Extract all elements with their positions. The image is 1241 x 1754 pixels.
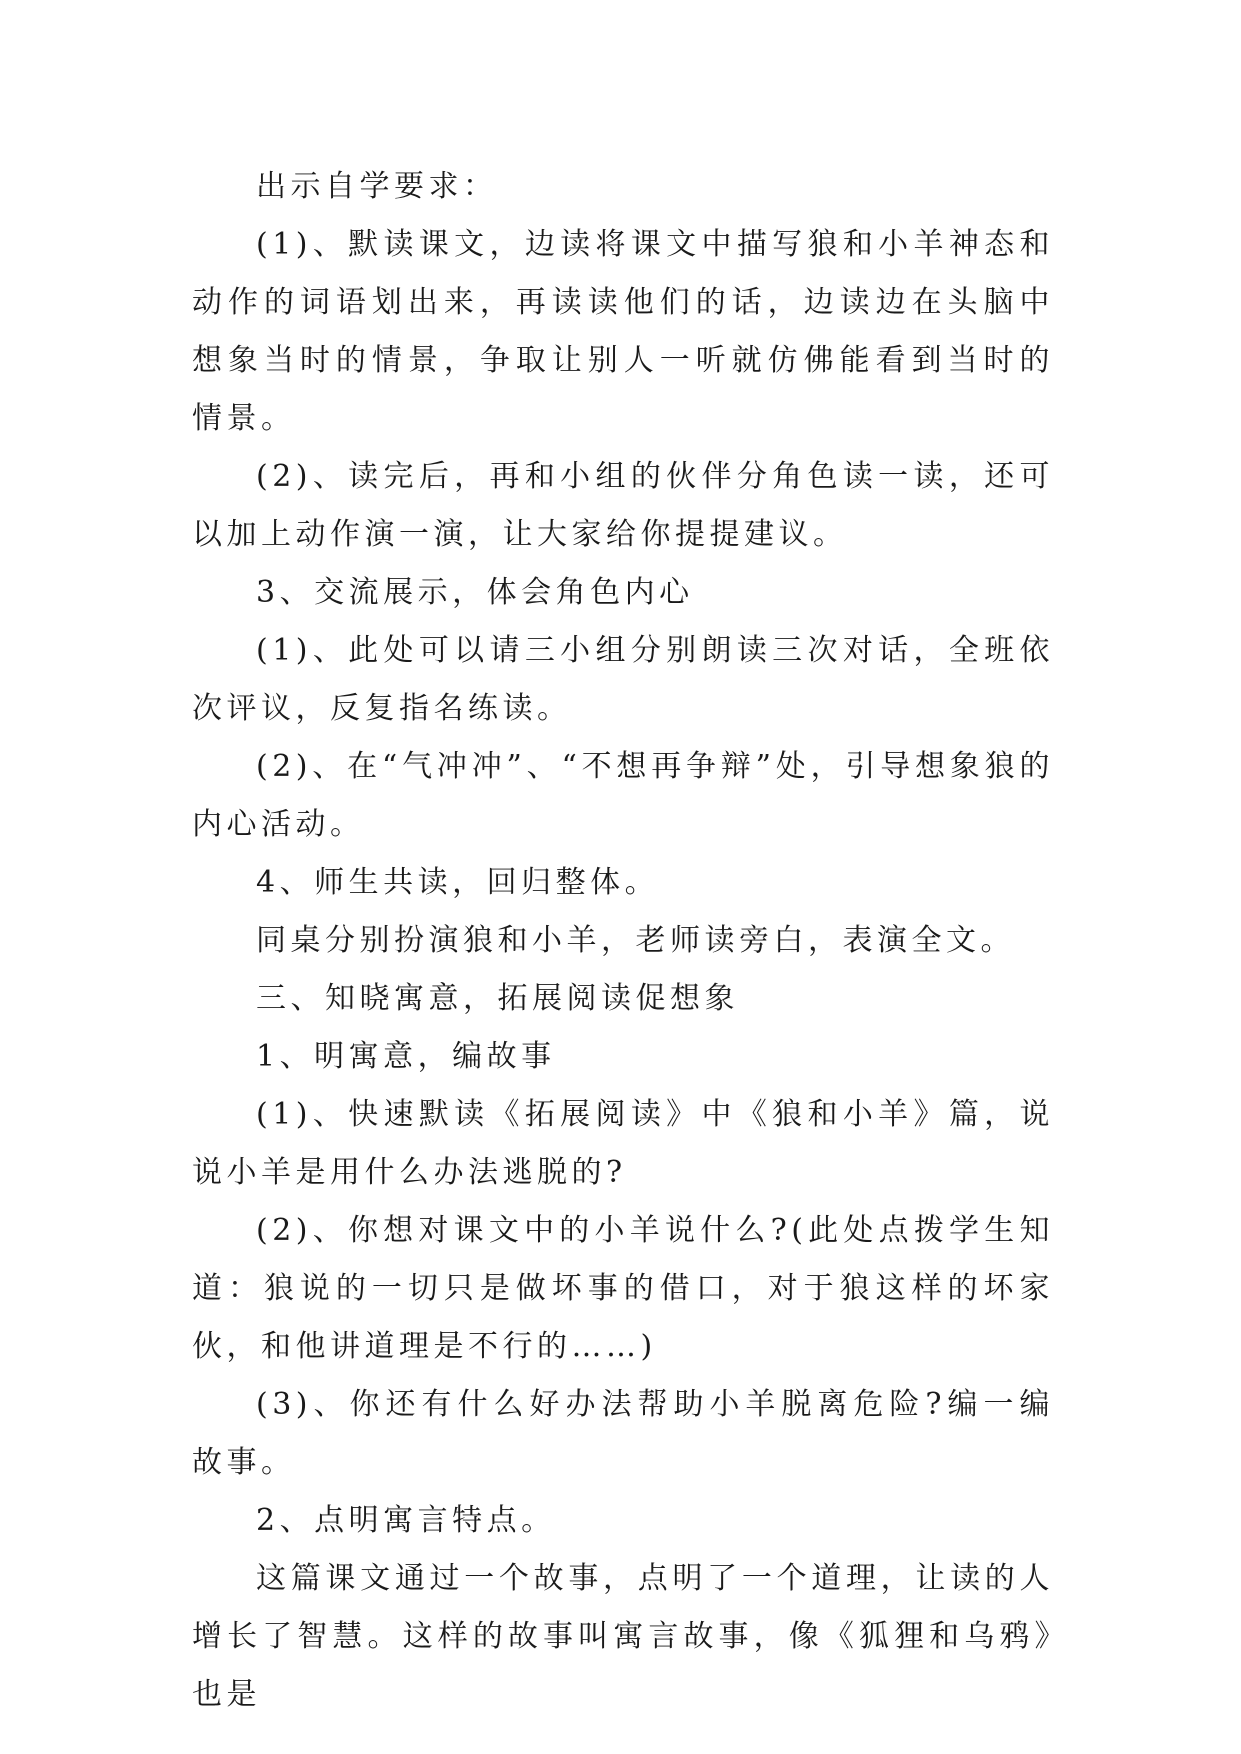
paragraph-fable-explanation: 这篇课文通过一个故事，点明了一个道理，让读的人增长了智慧。这样的故事叫寓言故事，像《狐狸和乌鸦》也是 [192,1561,1054,1712]
paragraph-section-3-item-2: (2)、在“气冲冲”、“不想再争辩”处，引导想象狼的内心活动。 [192,749,1054,842]
paragraph-section-4: 4、师生共读，回归整体。 [256,865,660,900]
paragraph-section-3: 3、交流展示，体会角色内心 [256,575,694,610]
paragraph-part-3-sub-3: (3)、你还有什么好办法帮助小羊脱离危险?编一编故事。 [192,1387,1054,1480]
paragraph-part-3-sub-2: (2)、你想对课文中的小羊说什么?(此处点拨学生知道：狼说的一切只是做坏事的借口，对于狼这样的坏家伙，和他讲道理是不行的……) [192,1213,1054,1364]
paragraph-section-3-item-1: (1)、此处可以请三小组分别朗读三次对话，全班依次评议，反复指名练读。 [192,633,1054,726]
paragraph-step-2: (2)、读完后，再和小组的伙伴分角色读一读，还可以加上动作演一演，让大家给你提提建议。 [192,459,1054,552]
paragraph-step-1: (1)、默读课文，边读将课文中描写狼和小羊神态和动作的词语划出来，再读读他们的话，边读边在头脑中想象当时的情景，争取让别人一听就仿佛能看到当时的情景。 [192,227,1054,436]
paragraph-self-study-heading: 出示自学要求： [256,169,498,204]
paragraph-part-3-heading: 三、知晓寓意，拓展阅读促想象 [256,981,739,1016]
paragraph-part-3-item-1: 1、明寓意，编故事 [256,1039,556,1074]
paragraph-part-3-sub-1: (1)、快速默读《拓展阅读》中《狼和小羊》篇，说说小羊是用什么办法逃脱的? [192,1097,1054,1190]
paragraph-role-play: 同桌分别扮演狼和小羊，老师读旁白，表演全文。 [256,923,1015,958]
document-body [192,158,1054,1724]
paragraph-part-3-item-2: 2、点明寓言特点。 [256,1503,556,1538]
